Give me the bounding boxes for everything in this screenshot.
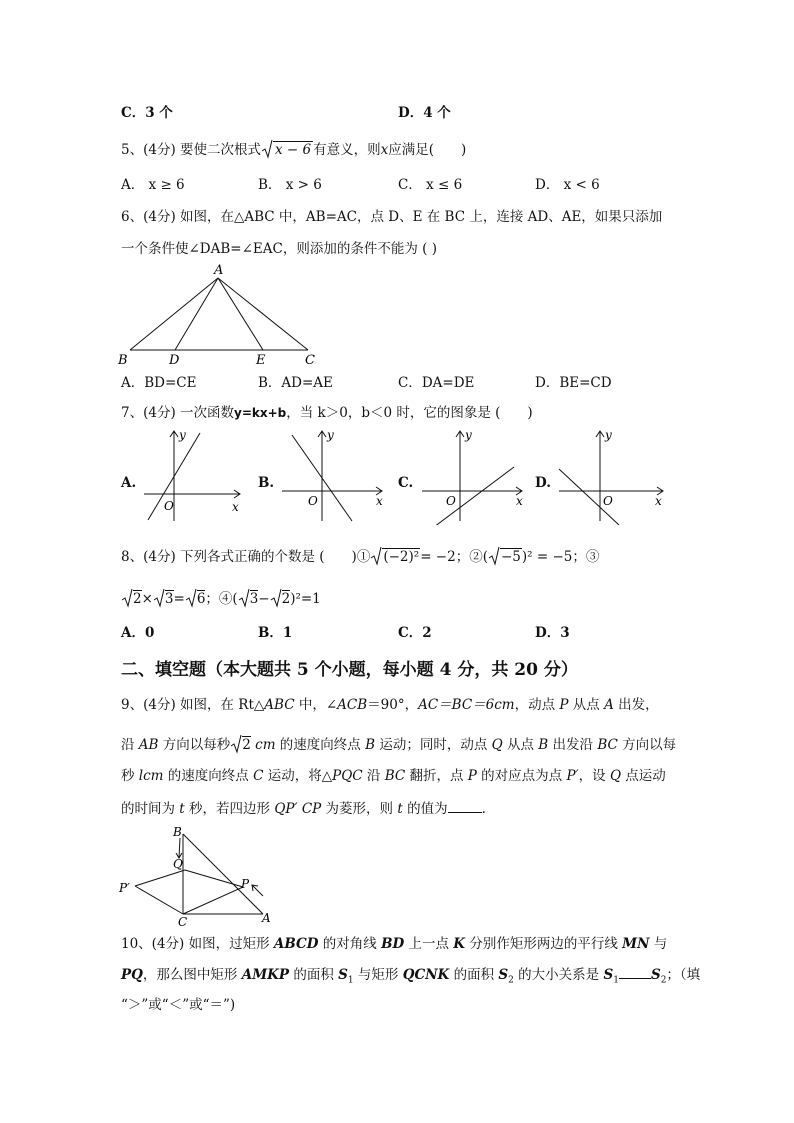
svg-text:O: O <box>446 494 456 508</box>
sqrt-icon <box>153 588 165 608</box>
q6-line2: 一个条件使∠DAB=∠EAC，则添加的条件不能为 ( ) <box>121 241 437 257</box>
q6-option-d: D．BE=CD <box>535 375 612 391</box>
svg-text:O: O <box>308 494 318 508</box>
sqrt-icon <box>261 139 273 159</box>
q8-option-d: D．3 <box>535 625 570 641</box>
q6-option-a: A．BD=CE <box>121 375 197 391</box>
svg-text:B: B <box>173 825 182 839</box>
q7-option-d: D. <box>535 475 551 491</box>
svg-text:P′: P′ <box>119 881 130 895</box>
q9-triangle-figure <box>115 822 285 932</box>
q8-line2: 2× 3= 6；④( 3− 2)²=1 <box>121 588 321 608</box>
label-e: E <box>256 353 266 368</box>
svg-text:x: x <box>232 500 239 514</box>
q9-line2: 沿 AB 方向以每秒 2 cm 的速度向终点 B 运动；同时，动点 Q 从点 B 出发沿 BC 方向以每 <box>121 734 676 754</box>
q4-option-d: D．4 个 <box>398 105 451 121</box>
label-d: D <box>169 353 180 368</box>
label-a: A <box>214 263 224 278</box>
q8-option-c: C．2 <box>398 625 432 641</box>
q5-option-b: B． x > 6 <box>258 177 322 193</box>
label-b: B <box>118 353 128 368</box>
q6-option-b: B．AD=AE <box>258 375 333 391</box>
q8-option-b: B．1 <box>258 625 293 641</box>
q5-option-a: A． x ≥ 6 <box>121 177 185 193</box>
svg-text:x: x <box>376 494 383 508</box>
q5-stem: 5、(4分) 要使二次根式 x − 6 有意义，则x应满足( ) <box>121 139 466 159</box>
q8-line1: 8、(4分) 下列各式正确的个数是 ( )① (−2)²= −2；②( −5)² = −5；③ <box>121 546 599 566</box>
answer-blank[interactable] <box>448 812 482 813</box>
svg-text:x: x <box>516 494 523 508</box>
svg-text:O: O <box>603 494 613 508</box>
svg-text:y: y <box>179 428 186 442</box>
sqrt-icon <box>230 734 242 754</box>
svg-text:y: y <box>465 428 472 442</box>
svg-text:C: C <box>178 915 188 929</box>
q10-line1: 10、(4分) 如图，过矩形 ABCD 的对角线 BD 上一点 K 分别作矩形两边的平行线 MN 与 <box>121 936 668 952</box>
sqrt-icon <box>370 546 382 566</box>
q4-option-c: C．3 个 <box>121 105 173 121</box>
q7-option-c: C. <box>398 475 414 491</box>
svg-text:O: O <box>164 499 174 513</box>
sqrt-icon <box>238 588 250 608</box>
q7-option-b: B. <box>258 475 275 491</box>
answer-blank[interactable] <box>619 978 651 979</box>
sqrt-icon <box>121 588 133 608</box>
sqrt-icon <box>185 588 197 608</box>
q7-stem: 7、(4分) 一次函数y=kx+b，当 k＞0，b＜0 时，它的图象是 ( ) <box>121 405 533 421</box>
svg-text:P: P <box>241 877 250 891</box>
q7-option-a: A. <box>121 475 137 491</box>
svg-text:y: y <box>327 428 334 442</box>
q6-triangle-figure <box>110 258 330 368</box>
svg-text:y: y <box>605 428 612 442</box>
q5-option-d: D． x < 6 <box>535 177 600 193</box>
label-c: C <box>305 353 315 368</box>
q9-line3: 秒 lcm 的速度向终点 C 运动，将△PQC 沿 BC 翻折，点 P 的对应点为点 P′，设 Q 点运动 <box>121 768 666 784</box>
sqrt-icon <box>270 588 282 608</box>
sqrt-icon <box>488 546 500 566</box>
q7-graph-b <box>278 425 388 525</box>
q5-option-c: C． x ≤ 6 <box>398 177 463 193</box>
q6-option-c: C．DA=DE <box>398 375 475 391</box>
q10-line2: PQ，那么图中矩形 AMKP 的面积 $S_1$ 与矩形 QCNK 的面积 $S_2$ 的大小关系是 $S_1$ $S_2$；（填 <box>121 967 701 986</box>
q8-option-a: A．0 <box>121 625 155 641</box>
q7-graph-d <box>555 425 665 525</box>
svg-text:x: x <box>655 494 662 508</box>
q10-line3: “＞”或“＜”或“＝”) <box>121 997 236 1013</box>
q7-graph-c <box>418 425 528 525</box>
svg-text:A: A <box>262 911 271 925</box>
q6-line1: 6、(4分) 如图，在△ABC 中，AB=AC，点 D、E 在 BC 上，连接 AD、AE，如果只添加 <box>121 209 663 225</box>
q9-line4: 的时间为 t 秒，若四边形 QP′ CP 为菱形，则 t 的值为 . <box>121 801 486 817</box>
q9-line1: 9、(4分) 如图，在 Rt△ABC 中，∠ACB＝90°，AC＝BC＝6cm，动点 P 从点 A 出发， <box>121 697 659 713</box>
svg-text:Q: Q <box>173 857 183 871</box>
section-title: 二、填空题（本大题共 5 个小题，每小题 4 分，共 20 分） <box>121 660 578 680</box>
q7-graph-a <box>140 425 250 525</box>
